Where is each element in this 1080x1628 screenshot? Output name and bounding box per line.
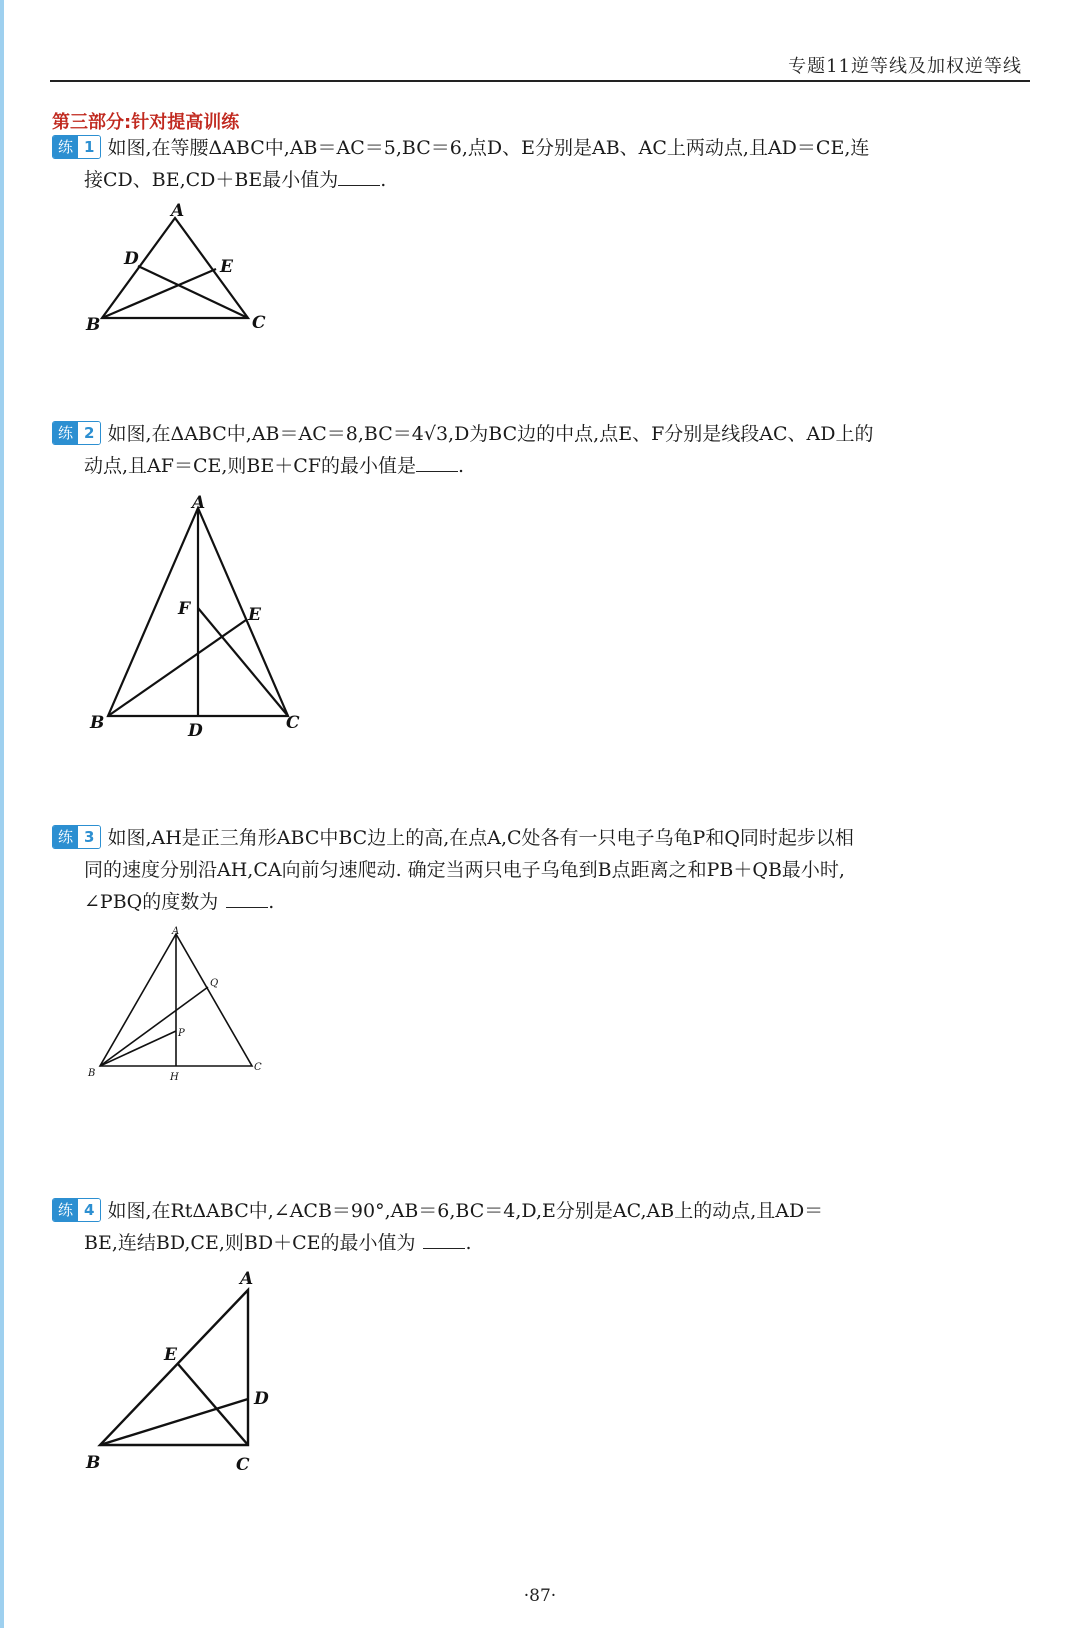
page-header [50,48,1030,82]
exercise-number: 4 [78,1199,100,1221]
problem-2-line-2 [52,450,1032,482]
label-a: A [240,1269,254,1289]
figure-1 [80,200,280,340]
section-title: 第三部分:针对提高训练 [52,112,240,133]
problem-text: 接CD、BE,CD＋BE最小值为 [84,169,339,191]
exercise-badge-label: 练 [53,422,78,444]
problem-text: 如图,在等腰ΔABC中,AB＝AC＝5,BC＝6,点D、E分别是AB、AC上两动点,且AD＝CE,连 [107,137,870,159]
label-f: F [178,599,191,619]
problem-1-line-1 [52,132,1032,164]
segment-ce [178,1364,248,1445]
label-c: C [286,713,300,733]
problem-4-line-2 [52,1227,1032,1259]
problem-text: 如图,在RtΔABC中,∠ACB＝90°,AB＝6,BC＝4,D,E分别是AC,AB上的动点,且AD＝ [107,1200,824,1222]
problem-4-line-1 [52,1195,1032,1227]
problem-end: . [465,1232,472,1254]
figure-2 [80,490,320,750]
exercise-badge-label: 练 [53,136,78,158]
problem-text: 如图,AH是正三角形ABC中BC边上的高,在点A,C处各有一只电子乌龟P和Q同时起步以相 [107,827,854,849]
exercise-badge [52,825,101,849]
problem-3 [52,822,1032,918]
label-e: E [248,605,261,625]
label-a: A [192,493,206,513]
label-b: B [90,713,105,733]
label-b: B [86,1453,101,1473]
label-a: A [171,201,185,221]
problem-text: ∠PBQ的度数为 [84,891,219,913]
label-c: C [254,1062,262,1073]
exercise-badge [52,1198,101,1222]
label-h: H [170,1072,179,1083]
page-edge-strip [0,0,4,1628]
figure-3 [80,920,280,1090]
label-p: P [178,1028,185,1039]
label-q: Q [210,978,219,989]
label-a: A [172,926,180,937]
problem-2-line-1 [52,418,1032,450]
exercise-badge-label: 练 [53,826,78,848]
exercise-badge-label: 练 [53,1199,78,1221]
problem-1-line-2 [52,164,1032,196]
chapter-title: 专题11逆等线及加权逆等线 [788,56,1022,77]
page-number: ·87· [523,1586,557,1606]
problem-end: . [457,455,464,477]
label-d: D [124,249,139,269]
segment-cf [198,608,288,716]
label-c: C [252,313,266,333]
answer-blank[interactable] [338,167,380,186]
segment-bp [100,1031,176,1066]
answer-blank[interactable] [416,453,458,472]
problem-3-line-2 [52,854,1032,886]
segment-bq [100,987,208,1066]
label-b: B [86,315,101,335]
exercise-number: 2 [78,422,100,444]
problem-text: 如图,在ΔABC中,AB＝AC＝8,BC＝4√3,D为BC边的中点,点E、F分别是线段AC、AD上的 [107,423,874,445]
problem-end: . [380,169,387,191]
problem-3-line-1 [52,822,1032,854]
answer-blank[interactable] [423,1230,465,1249]
problem-1 [52,132,1032,196]
figure-4 [80,1264,300,1484]
label-d: D [254,1389,269,1409]
problem-text: 同的速度分别沿AH,CA向前匀速爬动. 确定当两只电子乌龟到B点距离之和PB＋QB最小时, [84,859,845,881]
label-e: E [164,1345,177,1365]
label-b: B [88,1068,96,1079]
problem-text: 动点,且AF＝CE,则BE＋CF的最小值是 [84,455,416,477]
answer-blank[interactable] [226,889,268,908]
problem-2 [52,418,1032,482]
label-e: E [220,257,233,277]
label-c: C [236,1455,250,1475]
exercise-number: 1 [78,136,100,158]
problem-end: . [268,891,275,913]
exercise-badge [52,135,101,159]
problem-4 [52,1195,1032,1259]
problem-3-line-3 [52,886,1032,918]
exercise-number: 3 [78,826,100,848]
exercise-badge [52,421,101,445]
problem-text: BE,连结BD,CE,则BD＋CE的最小值为 [84,1232,416,1254]
label-d: D [188,721,203,741]
